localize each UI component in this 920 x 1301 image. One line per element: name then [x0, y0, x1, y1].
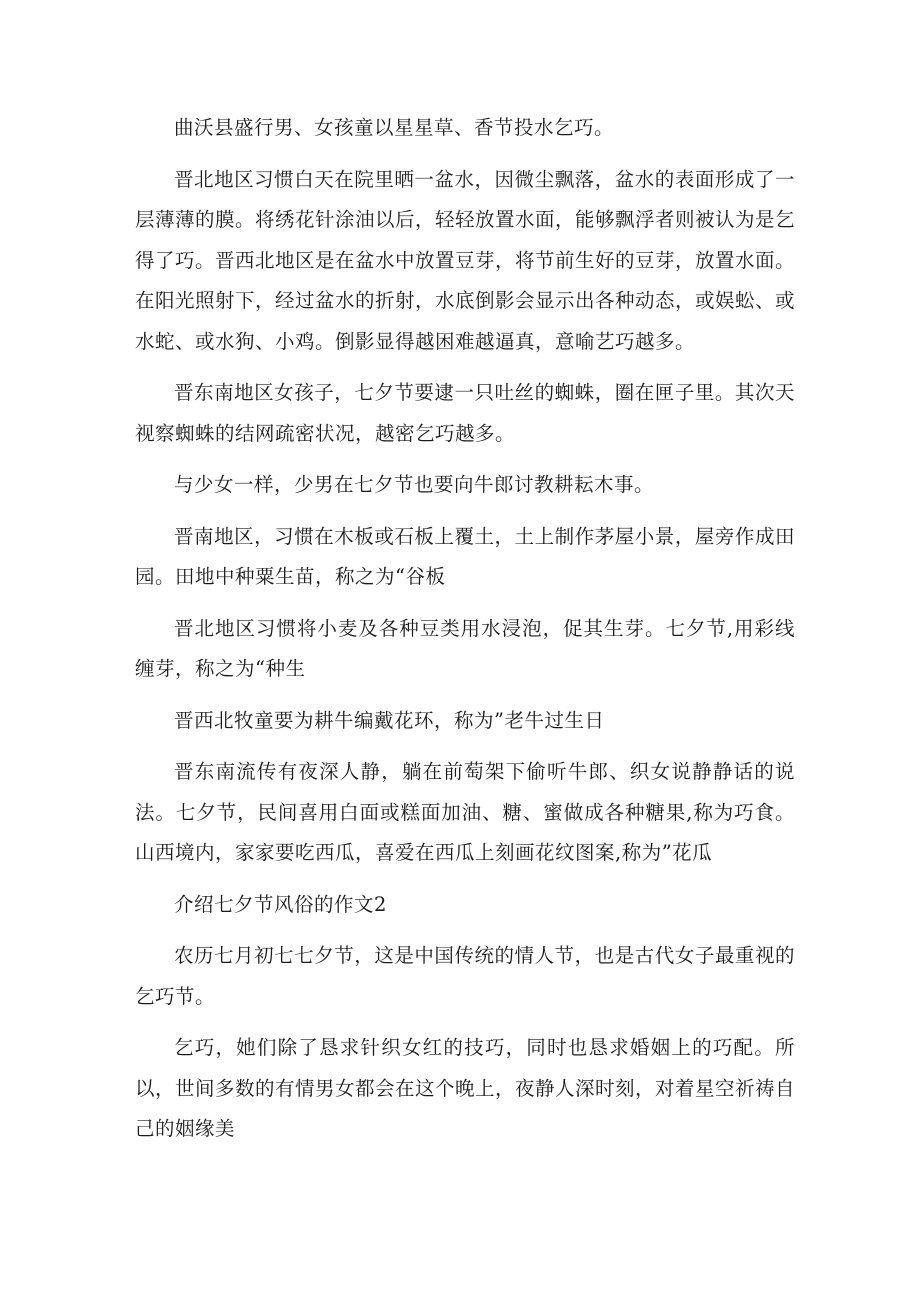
document-body	[135, 108, 795, 1150]
paragraph-7: 晋西北牧童要为耕牛编戴花环，称为”老牛过生日	[174, 708, 605, 732]
paragraph-10: 乞巧，她们除了恳求针织女红的技巧，同时也恳求婚姻上的巧配。所以，世间多数的有情男女都会在这个晚上，夜静人深时刻，对着星空祈祷自己的姻缘美	[135, 1036, 796, 1140]
paragraph-9: 农历七月初七七夕节，这是中国传统的情人节，也是古代女子最重视的乞巧节。	[135, 944, 795, 1008]
paragraph-4: 与少女一样，少男在七夕节也要向牛郎讨教耕耘木事。	[174, 473, 655, 496]
paragraph-1: 曲沃县盛行男、女孩童以星星草、香节投水乞巧。	[174, 116, 615, 139]
paragraph-8: 晋东南流传有夜深人静，躺在前萄架下偷听牛郎、织女说静静话的说法。七夕节，民间喜用白面或糕面加油、糖、蜜做成各种糖果,称为巧食。山西境内，家家要吃西瓜，喜爱在西瓜上刻画花纹图案,称为”花瓜	[135, 760, 795, 864]
section-heading: 介绍七夕节风俗的作文2	[174, 892, 387, 916]
paragraph-3: 晋东南地区女孩子，七夕节要逮一只吐丝的蜘蛛，圈在匣子里。其次天视察蜘蛛的结网疏密状况，越密乞巧越多。	[135, 381, 795, 445]
paragraph-5: 晋南地区，习惯在木板或石板上覆土，土上制作茅屋小景，屋旁作成田园。田地中种粟生苗，称之为“谷板	[135, 524, 795, 588]
paragraph-2: 晋北地区习惯白天在院里晒一盆水，因微尘飘落，盆水的表面形成了一层薄薄的膜。将绣花针涂油以后，轻轻放置水面，能够飘浮者则被认为是乞得了巧。晋西北地区是在盆水中放置豆芽，将节前生好的豆芽，放置水面。在阳光照射下，经过盆水的折射，水底倒影会显示出各种动态，或娱蚣、或水蛇、或水狗、小鸡。倒影显得越困难越逼真，意喻艺巧越多。	[135, 167, 796, 353]
paragraph-6: 晋北地区习惯将小麦及各种豆类用水浸泡，促其生芽。七夕节,用彩线缠芽，称之为“种生	[135, 616, 795, 680]
